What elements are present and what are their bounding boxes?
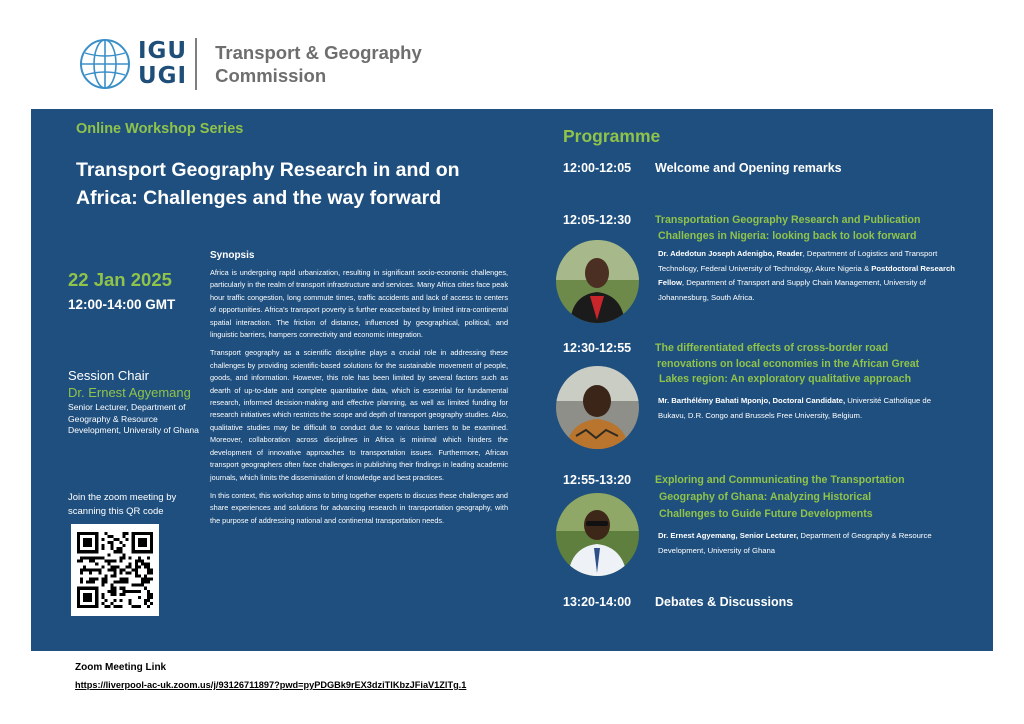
talk-3-title-line: Geography of Ghana: Analyzing Historical bbox=[659, 490, 872, 503]
speaker-1-name-2: Postdoctoral Research Fellow bbox=[658, 263, 955, 287]
talk-3-title bbox=[655, 473, 955, 523]
synopsis-paragraph: In this context, this workshop aims to bring together experts to discuss these challenges and share experiences and solutions for advancing research in transportation geography, with the purpose of addressing national and continental transportation needs. bbox=[210, 490, 508, 525]
logo-line-igu: IGU bbox=[138, 38, 188, 64]
zoom-link-heading: Zoom Meeting Link bbox=[75, 662, 167, 673]
closing-title: Debates & Discussions bbox=[655, 595, 794, 609]
speaker-3-name: Dr. Ernest Agyemang, Senior Lecturer, bbox=[658, 531, 799, 540]
qr-code-icon bbox=[77, 530, 153, 610]
programme-heading: Programme bbox=[563, 126, 661, 146]
synopsis-paragraph: Africa is undergoing rapid urbanization, resulting in significant socio-economic challenges, particularly in the realm of transport infrastructure and services. Many Africa cities face peak hour traffic congestion, long commute times, traffic accidents and lack of access to centers of opportunities. Africa's transport poverty is further exacerbated by limited intra-continental spatial interaction. The friction of distance, influenced by geographical, political, and linguistic barriers, hampers connectivity and economic integration. bbox=[210, 268, 508, 340]
session-chair-name: Dr. Ernest Agyemang bbox=[68, 385, 191, 400]
talk-1-title-line: Challenges in Nigeria: looking back to look forward bbox=[658, 229, 917, 242]
session-chair-role: Senior Lecturer, Department of Geography & Resource Development, University of Ghana bbox=[68, 402, 199, 435]
speaker-1-portrait bbox=[556, 240, 639, 323]
speaker-3-affiliation: Department of Geography & Resource Development, University of Ghana bbox=[658, 531, 932, 555]
commission-name bbox=[215, 41, 422, 87]
speaker-3-info bbox=[658, 529, 958, 558]
synopsis-body bbox=[210, 267, 508, 533]
zoom-qr-code[interactable] bbox=[71, 524, 159, 616]
speaker-2-photo bbox=[556, 366, 639, 449]
session-chair-heading: Session Chair bbox=[68, 368, 149, 383]
speaker-2-name: Mr. Barthélémy Bahati Mponjo, Doctoral Candidate, bbox=[658, 396, 846, 405]
synopsis-heading: Synopsis bbox=[210, 250, 255, 261]
logo-line-ugi: UGI bbox=[138, 63, 188, 89]
talk-1-title bbox=[655, 213, 955, 244]
workshop-title: Transport Geography Research in and on Africa: Challenges and the way forward bbox=[76, 159, 460, 209]
speaker-1-affiliation-2: , Department of Transport and Supply Chain Management, University of Johannesburg, South Africa. bbox=[658, 278, 926, 302]
talk-1-title-line: Transportation Geography Research and Publication bbox=[655, 214, 921, 226]
event-time: 12:00-14:00 GMT bbox=[68, 297, 176, 312]
talk-1-time: 12:05-12:30 bbox=[563, 213, 632, 227]
talk-2-title bbox=[655, 341, 955, 388]
globe-logo-icon bbox=[78, 37, 132, 91]
logo-divider bbox=[195, 38, 197, 90]
talk-3-title-line: Exploring and Communicating the Transportation bbox=[655, 474, 905, 486]
series-label: Online Workshop Series bbox=[76, 121, 244, 137]
talk-3-title-line: Challenges to Guide Future Developments bbox=[659, 508, 873, 521]
speaker-3-portrait bbox=[556, 493, 639, 576]
speaker-2-affiliation: Université Catholique de Bukavu, D.R. Congo and Brussels Free University, Belgium. bbox=[658, 396, 931, 420]
header bbox=[78, 38, 422, 90]
synopsis-paragraph: Transport geography as a scientific discipline plays a crucial role in addressing these challenges by providing scientific-based solutions for the sustainable movement of people, goods, and information. However, this role has been limited by several factors such as dearth of up-to-date and complete quantitative data, which is essential for fundamental research, informed decision-making and effective planning, as well as limited funding for research initiatives which restricts the scope and depth of transport geography studies. Also, qualitative studies may be difficult to conduct due to various barriers to be examined. Moreover, collaboration across disciplines in Africa is minimal which hinders the development of innovative approaches to transportation issues. Furthermore, African transport geographers often face challenges in publishing their findings in leading academic journals, which limits the dissemination of knowledge and best practices. bbox=[210, 348, 508, 482]
closing-time: 13:20-14:00 bbox=[563, 595, 632, 609]
zoom-join-instruction: Join the zoom meeting by scanning this QR code bbox=[68, 492, 177, 517]
speaker-2-info bbox=[658, 394, 958, 423]
talk-2-time: 12:30-12:55 bbox=[563, 341, 632, 355]
speaker-3-photo bbox=[556, 493, 639, 576]
speaker-1-name: Dr. Adedotun Joseph Adenigbo, Reader bbox=[658, 249, 803, 258]
workshop-poster bbox=[31, 109, 993, 651]
event-date: 22 Jan 2025 bbox=[68, 269, 172, 290]
talk-3-time: 12:55-13:20 bbox=[563, 473, 632, 487]
opening-title: Welcome and Opening remarks bbox=[655, 161, 842, 175]
speaker-1-info bbox=[658, 247, 958, 305]
zoom-meeting-link[interactable]: https://liverpool-ac-uk.zoom.us/j/93126711897?pwd=pyPDGBk9rEX3dziTlKbzJFiaV1ZlTg.1 bbox=[75, 680, 467, 690]
speaker-1-photo bbox=[556, 240, 639, 323]
commission-line-2: Commission bbox=[215, 65, 327, 86]
commission-line-1: Transport & Geography bbox=[215, 42, 422, 63]
opening-time: 12:00-12:05 bbox=[563, 161, 632, 175]
talk-2-title-line: renovations on local economies in the African Great bbox=[657, 357, 920, 370]
talk-2-title-line: The differentiated effects of cross-border road bbox=[655, 342, 889, 354]
speaker-2-portrait bbox=[556, 366, 639, 449]
igu-logo-text bbox=[138, 39, 187, 89]
speaker-1-affiliation: , Department of Logistics and Transport Technology, Federal University of Technology, Akure Nigeria & bbox=[658, 249, 938, 273]
talk-2-title-line: Lakes region: An exploratory qualitative approach bbox=[659, 373, 912, 386]
